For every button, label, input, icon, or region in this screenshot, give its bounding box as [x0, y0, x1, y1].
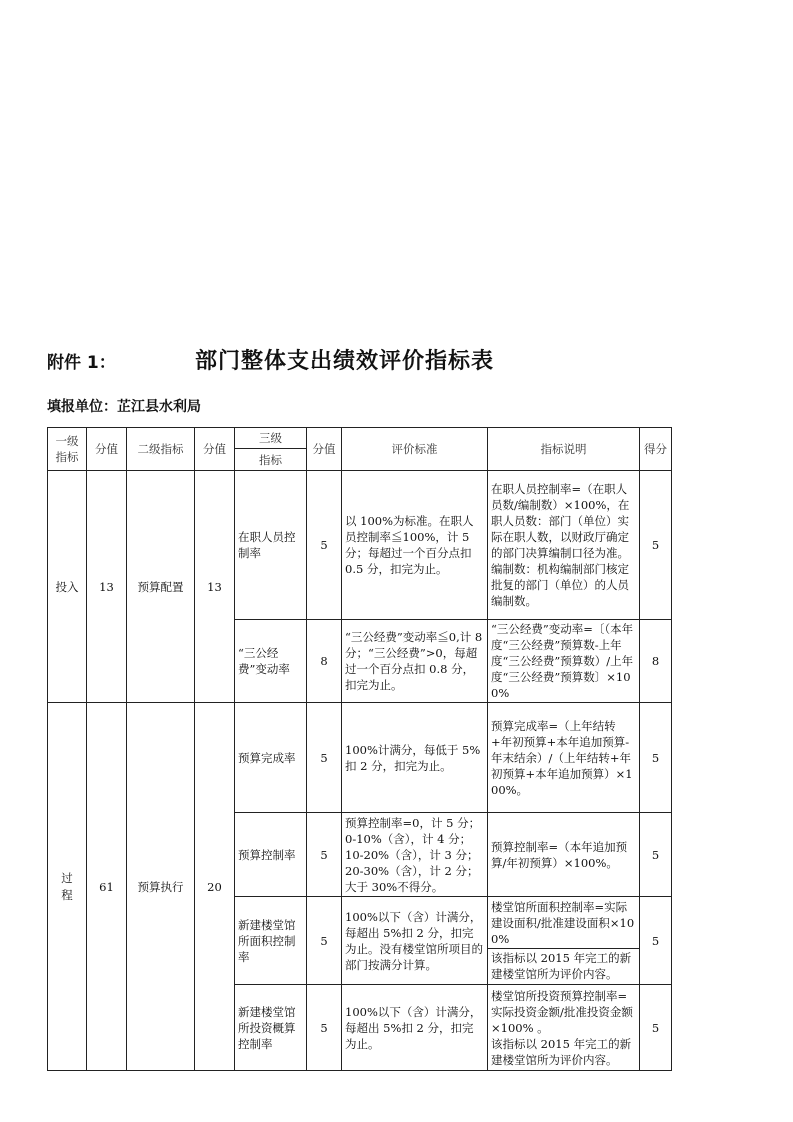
col-points-header: 得分 [640, 428, 672, 471]
level3-cell: 新建楼堂馆 所投资概算 控制率 [235, 985, 307, 1071]
level3-cell: “三公经 费”变动率 [235, 620, 307, 703]
criteria-cell: “三公经费”变动率≦0,计 8 分；“三公经费”>0，每超过一个百分点扣 0.8 分，扣完为止。 [342, 620, 488, 703]
level3-cell: 在职人员控 制率 [235, 471, 307, 620]
col-score1-header: 分值 [87, 428, 127, 471]
criteria-cell: 预算控制率=0，计 5 分； 0-10%（含），计 4 分； 10-20%（含），计 3 分； 20-30%（含），计 2 分； 大于 30%不得分。 [342, 813, 488, 897]
table-row [48, 471, 672, 620]
level2-cell: 预算执行 [127, 703, 195, 1071]
score2-cell: 20 [195, 703, 235, 1071]
explanation-text: 该指标以 2015 年完工的新建楼堂馆所为评价内容。 [491, 1036, 632, 1067]
col-score3-header: 分值 [307, 428, 342, 471]
score3-cell: 5 [307, 471, 342, 620]
col-criteria-header: 评价标准 [342, 428, 488, 471]
level3-cell: 新建楼堂馆 所面积控制 率 [235, 897, 307, 985]
col-score2-header: 分值 [195, 428, 235, 471]
indicator-table [47, 427, 672, 1071]
explanation-cell [488, 471, 640, 620]
score3-cell: 5 [307, 703, 342, 813]
score1-cell: 61 [87, 703, 127, 1071]
points-cell: 5 [640, 985, 672, 1071]
points-cell: 5 [640, 897, 672, 985]
score3-cell: 5 [307, 897, 342, 985]
score2-cell: 13 [195, 471, 235, 703]
col-level2-header: 二级指标 [127, 428, 195, 471]
explanation-text: 楼堂馆所投资预算控制率=实际投资金额/批准投资金额×100% 。 [491, 988, 633, 1035]
explanation-cell [488, 897, 640, 985]
col-explanation-header: 指标说明 [488, 428, 640, 471]
criteria-cell: 以 100%为标准。在职人员控制率≦100%，计 5 分；每超过一个百分点扣 0.5 分，扣完为止。 [342, 471, 488, 620]
explanation-text: 编制数：机构编制部门核定批复的部门（单位）的人员编制数。 [491, 562, 629, 608]
points-cell: 5 [640, 813, 672, 897]
score3-cell: 5 [307, 985, 342, 1071]
explanation-split [488, 898, 639, 983]
explanation-cell: “三公经费”变动率=〔（本年度“三公经费”预算数-上年度“三公经费”预算数）/上年度“三公经费”预算数〕×100% [488, 620, 640, 703]
page-title: 部门整体支出绩效评价指标表 [195, 349, 495, 374]
col-level1-header: 一级 指标 [48, 428, 87, 471]
col-level3-header-bottom: 指标 [235, 449, 307, 471]
points-cell: 5 [640, 703, 672, 813]
explanation-cell [488, 985, 640, 1071]
explanation-text: 在职人员控制率=（在职人员数/编制数）×100%，在职人员数：部门（单位）实际在职人数，以财政厅确定的部门决算编制口径为准。 [491, 482, 630, 560]
score3-cell: 8 [307, 620, 342, 703]
explanation-text: 该指标以 2015 年完工的新建楼堂馆所为评价内容。 [488, 948, 639, 983]
criteria-cell: 100%以下（含）计满分，每超出 5%扣 2 分，扣完为止。 [342, 985, 488, 1071]
table-row [48, 703, 672, 813]
header-row [48, 428, 672, 449]
points-cell: 8 [640, 620, 672, 703]
col-level3-header-top: 三级 [235, 428, 307, 449]
explanation-cell: 预算完成率=（上年结转+年初预算+本年追加预算-年末结余）/（上年结转+年初预算+本年追加预算）×100%。 [488, 703, 640, 813]
explanation-cell: 预算控制率=（本年追加预算/年初预算）×100%。 [488, 813, 640, 897]
explanation-text: 楼堂馆所面积控制率=实际建设面积/批准建设面积×100% [491, 900, 635, 946]
points-cell: 5 [640, 471, 672, 620]
level3-cell: 预算控制率 [235, 813, 307, 897]
score3-cell: 5 [307, 813, 342, 897]
level1-cell: 投入 [48, 471, 87, 703]
level1-cell [48, 703, 87, 1071]
criteria-cell: 100%计满分，每低于 5%扣 2 分，扣完为止。 [342, 703, 488, 813]
level3-cell: 预算完成率 [235, 703, 307, 813]
reporting-unit: 填报单位：芷江县水利局 [47, 399, 201, 415]
level2-cell: 预算配置 [127, 471, 195, 703]
level1-vertical-text: 过程 [61, 870, 73, 902]
attachment-label: 附件 1： [47, 353, 116, 373]
score1-cell: 13 [87, 471, 127, 703]
criteria-cell: 100%以下（含）计满分，每超出 5%扣 2 分，扣完为止。没有楼堂馆所项目的部门按满分计算。 [342, 897, 488, 985]
